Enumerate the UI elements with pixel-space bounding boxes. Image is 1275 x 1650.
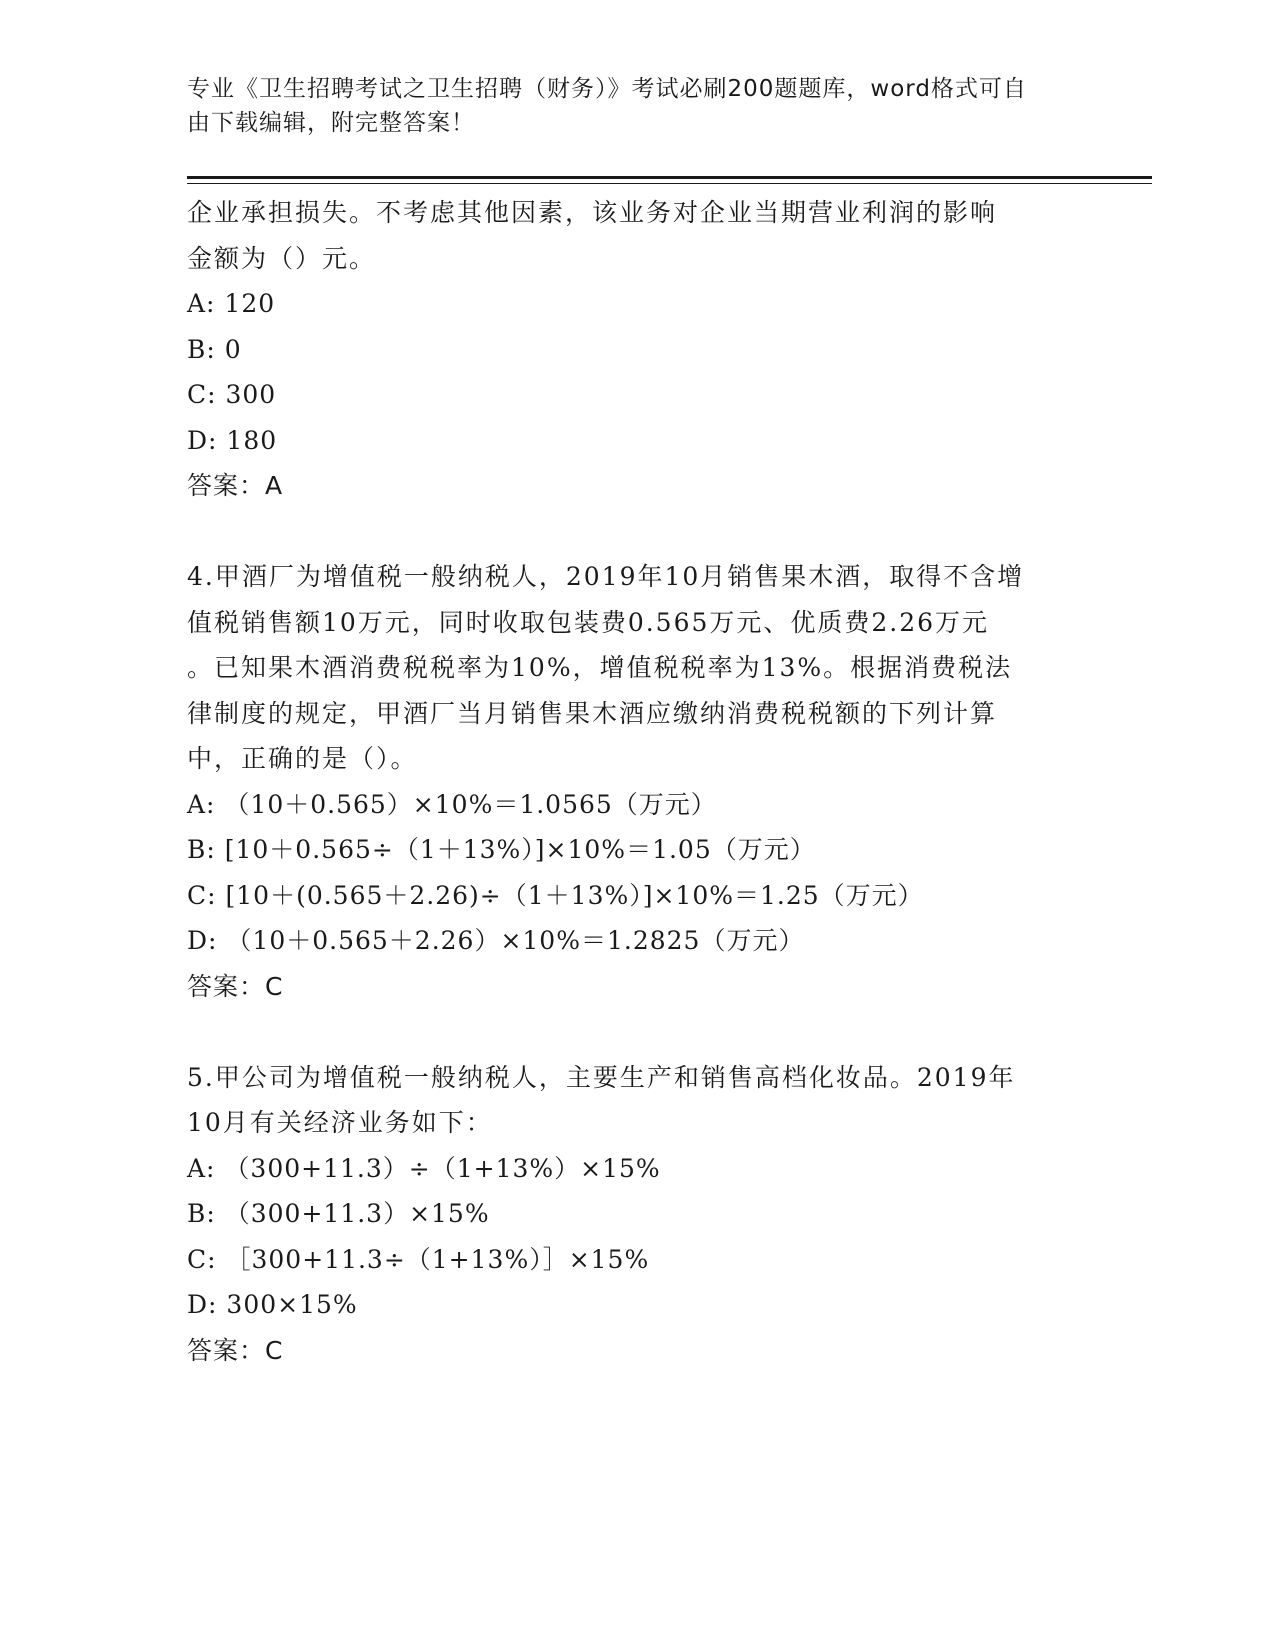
- question-stem-line: 金额为（）元。: [187, 243, 377, 273]
- option-c: C: 300: [187, 380, 277, 409]
- option-a: A: （300+11.3）÷（1+13%）×15%: [187, 1153, 661, 1183]
- option-d: D: 300×15%: [187, 1290, 358, 1319]
- option-c: C: ［300+11.3÷（1+13%）］×15%: [187, 1244, 650, 1274]
- option-b: B: （300+11.3）×15%: [187, 1199, 490, 1228]
- option-a: A: （10＋0.565）×10%＝1.0565（万元）: [187, 789, 717, 819]
- question-item: [187, 554, 1087, 1009]
- answer-line: 答案：C: [187, 1335, 284, 1365]
- question-stem-line: 4.甲酒厂为增值税一般纳税人，2019年10月销售果木酒，取得不含增: [187, 562, 1025, 591]
- answer-line: 答案：C: [187, 971, 284, 1001]
- question-stem-line: 5.甲公司为增值税一般纳税人，主要生产和销售高档化妆品。2019年: [187, 1062, 1016, 1092]
- option-a: A: 120: [187, 289, 276, 318]
- option-d: D: （10＋0.565＋2.26）×10%＝1.2825（万元）: [187, 926, 805, 955]
- question-list: [187, 190, 1087, 1373]
- question-stem-line: 中，正确的是（）。: [187, 744, 418, 773]
- question-stem-line: 律制度的规定，甲酒厂当月销售果木酒应缴纳消费税税额的下列计算: [187, 698, 998, 728]
- header-line-1: 专业《卫生招聘考试之卫生招聘（财务）》考试必刷200题题库，word格式可自: [187, 76, 1027, 102]
- header-divider-thick: [187, 176, 1152, 179]
- question-stem-line: 企业承担损失。不考虑其他因素，该业务对企业当期营业利润的影响: [187, 198, 998, 227]
- question-stem-line: 。已知果木酒消费税税率为10%，增值税税率为13%。根据消费税法: [187, 653, 1013, 682]
- spacer: [187, 509, 1087, 555]
- option-b: B: 0: [187, 334, 242, 364]
- spacer: [187, 1009, 1087, 1055]
- header-line-2: 由下载编辑，附完整答案！: [187, 110, 475, 136]
- header-divider-thin: [187, 183, 1152, 184]
- document-header: [187, 72, 1067, 140]
- question-item: [187, 190, 1087, 509]
- option-d: D: 180: [187, 425, 278, 455]
- question-stem-line: 10月有关经济业务如下：: [187, 1108, 493, 1137]
- option-c: C: [10＋(0.565＋2.26)÷（1＋13%）]×10%＝1.25（万元）: [187, 880, 924, 910]
- question-stem-line: 值税销售额10万元，同时收取包装费0.565万元、优质费2.26万元: [187, 607, 990, 637]
- question-item: [187, 1055, 1087, 1374]
- answer-line: 答案：A: [187, 471, 284, 500]
- option-b: B: [10＋0.565÷（1＋13%）]×10%＝1.05（万元）: [187, 835, 816, 864]
